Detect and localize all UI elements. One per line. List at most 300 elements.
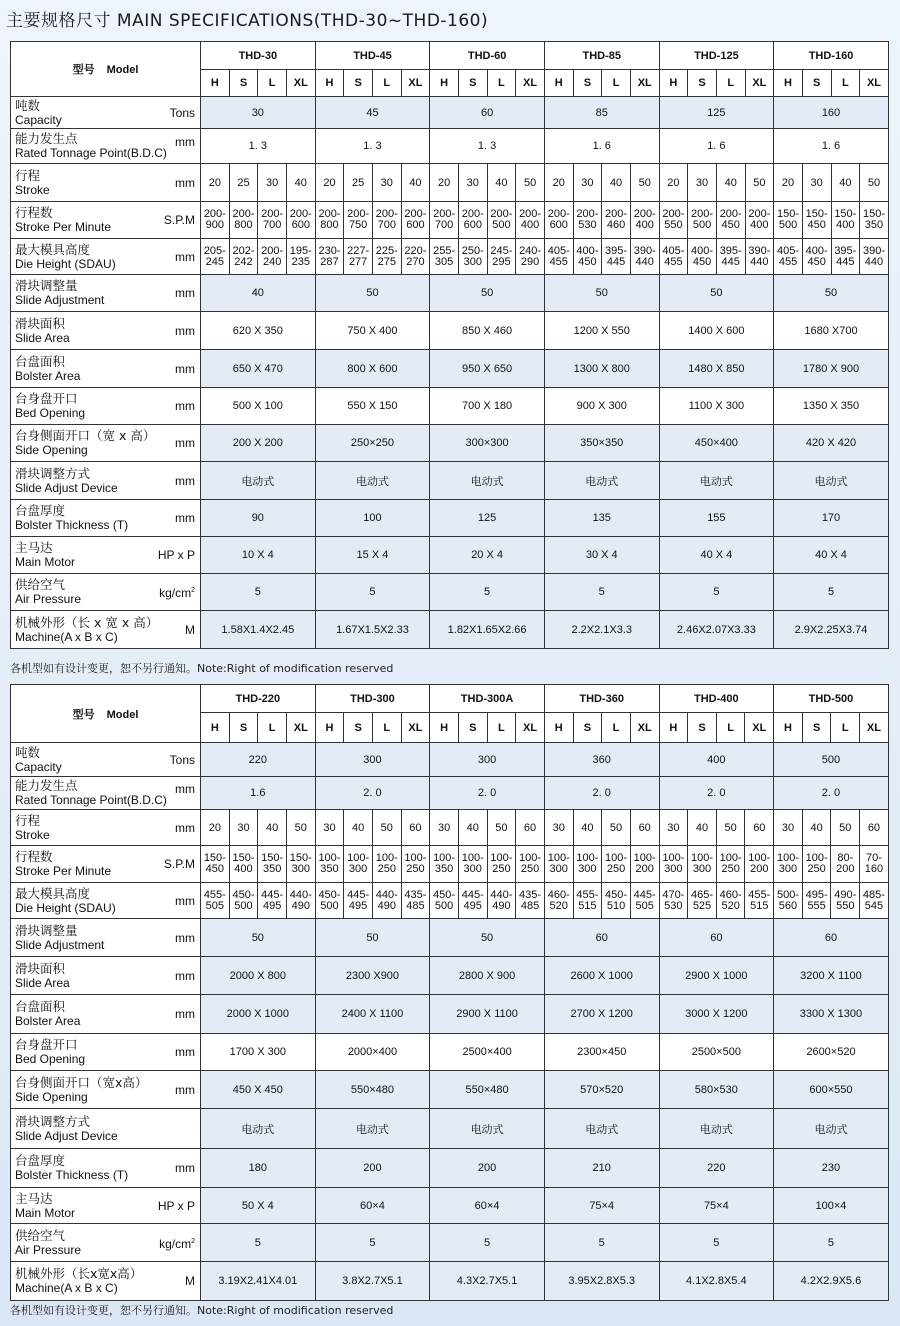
row-unit: M (185, 622, 195, 637)
spec-value: 5 (659, 1224, 774, 1262)
range-end: 250 (377, 863, 396, 875)
range-start: 240- (519, 244, 542, 257)
variant-label: S (344, 70, 373, 97)
range-start: 100- (318, 852, 341, 864)
row-label-zh: 台盘面积 (15, 353, 66, 369)
spec-value (630, 202, 659, 239)
spec-value (229, 202, 258, 239)
spec-value: 50 (860, 164, 889, 202)
range-end: 445 (836, 255, 855, 268)
variant-label: S (229, 70, 258, 97)
range-start: 200- (748, 208, 771, 220)
range-start: 70- (865, 852, 882, 864)
row-label (11, 611, 201, 649)
spec-value: 600×550 (774, 1071, 889, 1109)
spec-value (774, 239, 803, 275)
model-header-en: Model (106, 708, 139, 721)
spec-value: 50 (602, 810, 631, 846)
spec-value: 450×400 (659, 425, 774, 462)
spec-value: 5 (774, 574, 889, 611)
spec-value: 60 (659, 919, 774, 957)
variant-label: S (802, 70, 831, 97)
range-start: 435- (519, 888, 542, 901)
range-end: 500 (778, 219, 798, 231)
spec-value: 40 (831, 164, 860, 202)
row-label (11, 1224, 201, 1262)
row-label-en: Bolster Thickness (T) (15, 518, 129, 532)
spec-value (688, 883, 717, 919)
spec-value (286, 202, 315, 239)
spec-value: 220 (201, 743, 316, 777)
spec-value: 1200 X 550 (544, 312, 659, 350)
range-end: 300 (664, 863, 683, 875)
range-end: 290 (520, 255, 540, 268)
range-end: 550 (836, 899, 855, 912)
range-start: 100- (547, 852, 570, 864)
row-unit: HP x P (157, 1198, 195, 1213)
row-label (11, 574, 201, 611)
range-end: 400 (635, 219, 654, 231)
range-start: 450- (232, 888, 255, 901)
row-unit: mm (175, 820, 195, 835)
spec-row (11, 388, 889, 425)
spec-value: 25 (229, 164, 258, 202)
spec-value: 5 (544, 574, 659, 611)
range-end: 700 (262, 219, 282, 231)
spec-value: 550×480 (430, 1071, 545, 1109)
range-start: 395- (605, 244, 628, 257)
spec-value: 2. 0 (544, 777, 659, 810)
range-end: 495 (348, 899, 368, 912)
row-label-en: Machine(A x B x C) (15, 1281, 118, 1295)
model-name: THD-300A (430, 685, 545, 713)
range-start: 435- (404, 888, 427, 901)
spec-value: 3000 X 1200 (659, 995, 774, 1034)
spec-value: 2000×400 (315, 1034, 430, 1071)
spec-row (11, 239, 889, 275)
spec-value (774, 883, 803, 919)
variant-label: S (688, 70, 717, 97)
range-end: 550 (664, 219, 683, 231)
spec-value (659, 846, 688, 883)
row-label (11, 777, 201, 810)
spec-value (401, 202, 430, 239)
range-end: 545 (864, 899, 884, 912)
spec-value: 50 (430, 275, 545, 312)
range-start: 455- (748, 888, 771, 901)
spec-value: 电动式 (544, 462, 659, 500)
range-end: 520 (549, 899, 568, 912)
spec-value: 620 X 350 (201, 312, 316, 350)
spec-value (802, 846, 831, 883)
variant-label: XL (516, 70, 545, 97)
range-start: 100- (576, 852, 599, 864)
range-start: 230- (318, 244, 341, 257)
range-end: 525 (692, 899, 712, 912)
range-start: 465- (690, 888, 714, 901)
variant-label: H (659, 713, 688, 743)
row-label-en: Main Motor (15, 1205, 76, 1220)
range-end: 287 (320, 255, 339, 268)
range-end: 445 (721, 255, 740, 268)
range-start: 150- (834, 208, 857, 220)
row-label (11, 97, 201, 129)
row-label-zh: 滑块调整量 (15, 922, 78, 938)
spec-row (11, 810, 889, 846)
range-start: 250- (461, 244, 484, 257)
spec-value: 10 X 4 (201, 537, 316, 574)
variant-label: S (802, 713, 831, 743)
range-start: 485- (862, 888, 885, 901)
range-end: 500 (492, 219, 511, 231)
spec-value: 45 (315, 97, 430, 129)
variant-label: XL (630, 713, 659, 743)
spec-value: 850 X 460 (430, 312, 545, 350)
spec-row (11, 777, 889, 810)
variant-label: H (774, 713, 803, 743)
spec-value: 30 (544, 810, 573, 846)
range-end: 800 (320, 219, 339, 231)
spec-value: 20 (774, 164, 803, 202)
range-start: 390- (862, 244, 885, 257)
variant-label: XL (860, 70, 889, 97)
range-end: 555 (807, 899, 826, 912)
spec-value: 5 (544, 1224, 659, 1262)
range-start: 440- (490, 888, 513, 901)
row-label-zh: 最大模具高度 (15, 241, 91, 257)
spec-value: 550 X 150 (315, 388, 430, 425)
spec-value: 30 (802, 164, 831, 202)
spec-value: 2400 X 1100 (315, 995, 430, 1034)
range-end: 495 (262, 899, 282, 912)
model-name: THD-300 (315, 685, 430, 713)
range-end: 530 (578, 219, 597, 231)
range-start: 100- (433, 852, 456, 864)
range-end: 300 (291, 863, 310, 875)
row-unit: mm (175, 782, 195, 797)
spec-value: 75×4 (544, 1188, 659, 1224)
spec-value: 580×530 (659, 1071, 774, 1109)
spec-value (745, 239, 774, 275)
variant-label: XL (516, 713, 545, 743)
spec-row (11, 957, 889, 995)
variant-label: L (602, 70, 631, 97)
range-start: 200- (433, 208, 456, 220)
spec-value: 2.9X2.25X3.74 (774, 611, 889, 649)
spec-value: 60 (630, 810, 659, 846)
spec-value: 50 (716, 810, 745, 846)
range-start: 460- (719, 888, 742, 901)
spec-value: 1300 X 800 (544, 350, 659, 388)
spec-value: 30 (659, 810, 688, 846)
spec-value (516, 202, 545, 239)
range-start: 100- (776, 852, 799, 864)
range-end: 515 (578, 899, 597, 912)
range-start: 200- (662, 208, 685, 220)
spec-value (458, 239, 487, 275)
range-end: 400 (836, 219, 855, 231)
range-end: 600 (549, 219, 568, 231)
variant-label: XL (401, 713, 430, 743)
spec-value: 450 X 450 (201, 1071, 316, 1109)
range-end: 300 (778, 863, 798, 875)
range-start: 100- (461, 852, 484, 864)
spec-row (11, 919, 889, 957)
range-end: 300 (463, 255, 482, 268)
row-label-zh: 行程 (15, 167, 41, 183)
model-name: THD-360 (544, 685, 659, 713)
row-label-zh: 台身盘开口 (15, 1037, 78, 1052)
variant-label: H (774, 70, 803, 97)
range-end: 490 (377, 899, 396, 912)
spec-value: 750 X 400 (315, 312, 430, 350)
spec-value: 2.46X2.07X3.33 (659, 611, 774, 649)
spec-value: 40 (401, 164, 430, 202)
spec-value: 50 (286, 810, 315, 846)
row-label-en: Side Opening (15, 443, 88, 457)
range-end: 450 (578, 255, 597, 268)
row-label (11, 202, 201, 239)
spec-value: 20 (201, 810, 230, 846)
row-label (11, 164, 201, 202)
row-label-zh: 供给空气 (15, 1227, 66, 1243)
variant-label: XL (401, 70, 430, 97)
row-label-zh: 主马达 (15, 540, 53, 555)
spec-row (11, 202, 889, 239)
spec-value: 40 (688, 810, 717, 846)
range-start: 395- (719, 244, 742, 257)
row-label-en: Air Pressure (15, 592, 82, 606)
spec-value (602, 202, 631, 239)
spec-row (11, 995, 889, 1034)
range-start: 202- (232, 244, 255, 257)
spec-value: 20 (544, 164, 573, 202)
spec-value: 电动式 (201, 1109, 316, 1149)
spec-value: 5 (430, 1224, 545, 1262)
spec-value: 900 X 300 (544, 388, 659, 425)
row-label-zh: 滑块面积 (15, 960, 66, 976)
spec-value (831, 239, 860, 275)
row-label (11, 883, 201, 919)
range-end: 300 (549, 863, 568, 875)
spec-value: 25 (344, 164, 373, 202)
model-name: THD-125 (659, 42, 774, 70)
variant-label: XL (745, 713, 774, 743)
spec-value (286, 846, 315, 883)
variant-label: S (688, 713, 717, 743)
model-name: THD-30 (201, 42, 316, 70)
spec-value (659, 202, 688, 239)
variant-label: XL (860, 713, 889, 743)
row-label-zh: 行程数 (15, 849, 53, 864)
range-end: 300 (348, 863, 368, 875)
spec-value (401, 239, 430, 275)
range-end: 700 (377, 219, 396, 231)
page-title: 主要规格尺寸 MAIN SPECIFICATIONS(THD-30~THD-160) (6, 11, 489, 31)
spec-value (745, 883, 774, 919)
spec-value (430, 202, 459, 239)
range-start: 395- (834, 244, 857, 257)
variant-label: L (258, 713, 287, 743)
variant-label: S (573, 713, 602, 743)
row-label (11, 312, 201, 350)
row-label (11, 957, 201, 995)
spec-value: 2500×500 (659, 1034, 774, 1071)
spec-value: 2300 X900 (315, 957, 430, 995)
row-label-en: Slide Adjustment (15, 937, 105, 952)
range-start: 455- (203, 888, 226, 901)
range-end: 445 (606, 255, 626, 268)
spec-value (315, 239, 344, 275)
spec-value (201, 202, 230, 239)
range-end: 700 (434, 219, 454, 231)
row-unit: mm (175, 930, 195, 945)
row-label-zh: 吨数 (15, 744, 41, 760)
range-start: 245- (490, 244, 513, 257)
row-label-en: Capacity (15, 759, 62, 774)
range-start: 200- (605, 208, 628, 220)
spec-value (516, 239, 545, 275)
spec-value: 1. 6 (544, 129, 659, 164)
spec-value: 5 (315, 1224, 430, 1262)
spec-value: 50 (774, 275, 889, 312)
row-unit: mm (175, 968, 195, 983)
spec-value (344, 239, 373, 275)
row-label-en: Main Motor (15, 555, 76, 569)
row-label-en: Stroke Per Minute (15, 864, 112, 878)
spec-value (860, 846, 889, 883)
range-start: 405- (662, 244, 685, 257)
row-label-zh: 滑块调整量 (15, 278, 78, 293)
variant-label: S (458, 70, 487, 97)
row-label-en: Die Height (SDAU) (15, 256, 116, 271)
row-label-en: Rated Tonnage Point(B.D.C) (15, 793, 167, 807)
row-label-en: Bolster Thickness (T) (15, 1168, 129, 1182)
spec-value (802, 883, 831, 919)
range-start: 100- (805, 852, 828, 864)
range-start: 220- (404, 244, 427, 257)
spec-value: 4.2X2.9X5.6 (774, 1262, 889, 1301)
spec-value: 3200 X 1100 (774, 957, 889, 995)
spec-value: 50 (630, 164, 659, 202)
range-end: 200 (836, 863, 855, 875)
range-end: 900 (205, 219, 224, 231)
range-start: 455- (576, 888, 599, 901)
row-unit: mm (175, 286, 195, 300)
range-start: 100- (404, 852, 427, 864)
range-end: 455 (549, 255, 568, 268)
spec-value (544, 846, 573, 883)
spec-value: 1680 X700 (774, 312, 889, 350)
spec-value: 155 (659, 500, 774, 537)
variant-label: L (716, 70, 745, 97)
spec-value: 500 (774, 743, 889, 777)
spec-value: 电动式 (774, 1109, 889, 1149)
spec-value (831, 883, 860, 919)
range-start: 100- (662, 852, 685, 864)
range-start: 440- (289, 888, 312, 901)
range-start: 200- (461, 208, 484, 220)
range-end: 250 (606, 863, 626, 875)
spec-value: 30 X 4 (544, 537, 659, 574)
spec-value (802, 202, 831, 239)
spec-value (344, 883, 373, 919)
range-end: 350 (320, 863, 339, 875)
spec-value: 2900 X 1000 (659, 957, 774, 995)
range-end: 277 (348, 255, 368, 268)
spec-value: 30 (372, 164, 401, 202)
row-label-zh: 供给空气 (15, 577, 66, 592)
variant-label: L (258, 70, 287, 97)
range-end: 505 (635, 899, 654, 912)
range-start: 150- (777, 208, 800, 220)
range-start: 200- (289, 208, 312, 220)
spec-value (229, 239, 258, 275)
spec-value: 1. 6 (774, 129, 889, 164)
spec-value: 1.58X1.4X2.45 (201, 611, 316, 649)
spec-value (430, 846, 459, 883)
variant-label: S (344, 713, 373, 743)
range-end: 440 (750, 255, 769, 268)
spec-value (602, 883, 631, 919)
spec-row (11, 1262, 889, 1301)
spec-value: 50 X 4 (201, 1188, 316, 1224)
spec-value: 300 (315, 743, 430, 777)
spec-row (11, 164, 889, 202)
spec-value (544, 202, 573, 239)
spec-value: 40 X 4 (774, 537, 889, 574)
model-header (11, 685, 201, 743)
spec-value: 60×4 (430, 1188, 545, 1224)
range-end: 450 (721, 219, 740, 231)
range-start: 195- (289, 244, 312, 257)
model-header-en: Model (106, 64, 139, 76)
range-start: 200- (347, 208, 370, 220)
spec-value: 30 (229, 810, 258, 846)
row-label (11, 995, 201, 1034)
range-start: 200- (576, 208, 599, 220)
range-end: 440 (635, 255, 654, 268)
spec-value (716, 202, 745, 239)
range-end: 485 (406, 899, 425, 912)
range-start: 450- (605, 888, 628, 901)
spec-value: 2. 0 (315, 777, 430, 810)
spec-value: 40 X 4 (659, 537, 774, 574)
spec-row (11, 537, 889, 574)
spec-value (573, 883, 602, 919)
row-label-en: Die Height (SDAU) (15, 900, 116, 915)
spec-value: 50 (516, 164, 545, 202)
range-start: 200- (232, 208, 255, 220)
spec-value (315, 846, 344, 883)
spec-value: 40 (573, 810, 602, 846)
spec-row (11, 1109, 889, 1149)
range-end: 500 (692, 219, 712, 231)
range-end: 500 (320, 899, 339, 912)
range-start: 150- (862, 208, 885, 220)
spec-value: 30 (315, 810, 344, 846)
row-label-zh: 吨数 (15, 97, 41, 113)
variant-label: L (716, 713, 745, 743)
spec-row (11, 275, 889, 312)
spec-value (544, 239, 573, 275)
spec-row (11, 611, 889, 649)
spec-value: 100 (315, 500, 430, 537)
spec-value (630, 239, 659, 275)
spec-value: 360 (544, 743, 659, 777)
variant-label: H (201, 70, 230, 97)
row-label-en: Side Opening (15, 1089, 88, 1104)
